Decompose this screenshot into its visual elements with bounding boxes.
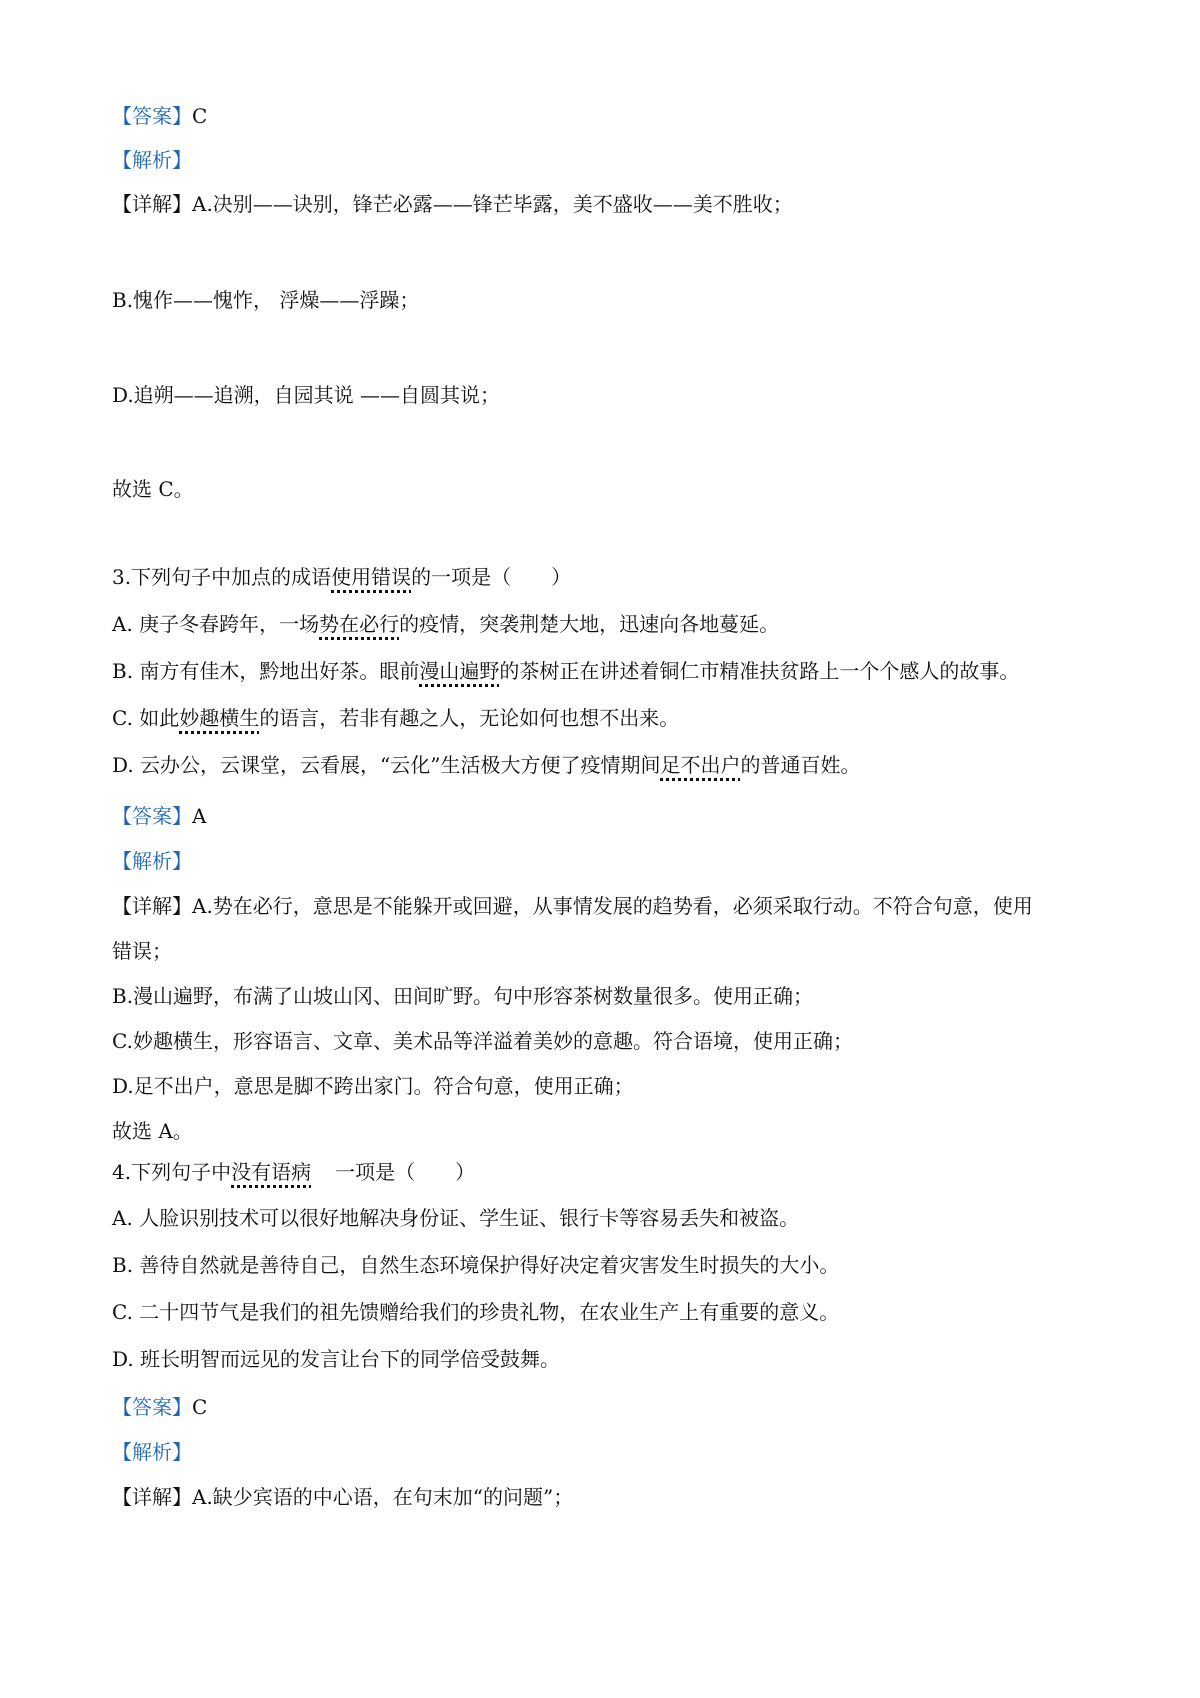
stem-text: 3.下列句子中加点的成语	[112, 565, 332, 589]
option-text: 的普通百姓。	[740, 753, 861, 777]
question-3-option-a	[112, 610, 779, 638]
answer-value: C	[192, 1395, 208, 1419]
detail-line-3a	[112, 892, 1033, 920]
stem-text: 一项是（ ）	[335, 1160, 476, 1184]
answer-line-1	[112, 102, 207, 130]
detail-line-1d: D.追朔——追溯，自园其说 ——自圆其说；	[112, 383, 501, 407]
idiom-dotted: 势在必行	[319, 612, 400, 636]
detail-line-3a-cont: 错误；	[112, 939, 172, 963]
detail-tag: 【详解】	[112, 1485, 192, 1509]
question-4-option-b: B. 善待自然就是善待自己，自然生态环境保护得好决定着灾害发生时损失的大小。	[112, 1253, 840, 1277]
option-text: A. 庚子冬春跨年，一场	[112, 612, 320, 636]
analysis-tag: 【解析】	[112, 1440, 192, 1464]
detail-tag: 【详解】	[112, 192, 192, 216]
detail-tag: 【详解】	[112, 894, 192, 918]
analysis-tag: 【解析】	[112, 849, 192, 873]
detail-line-1a	[112, 190, 793, 218]
question-4-option-d: D. 班长明智而远见的发言让台下的同学倍受鼓舞。	[112, 1347, 561, 1371]
stem-text: 的一项是（ ）	[411, 565, 572, 589]
option-text: C. 如此	[112, 706, 180, 730]
detail-line-3c: C.妙趣横生，形容语言、文章、美术品等洋溢着美妙的意趣。符合语境，使用正确；	[112, 1029, 853, 1053]
answer-line-4	[112, 1393, 207, 1421]
emphasized-phrase: 使用错误	[331, 565, 412, 589]
idiom-dotted: 足不出户	[660, 753, 741, 777]
option-text: 的茶树正在讲述着铜仁市精准扶贫路上一个个感人的故事。	[499, 659, 1020, 683]
analysis-line-3	[112, 847, 192, 875]
answer-line-3	[112, 802, 206, 830]
emphasized-phrase: 没有语病	[231, 1160, 312, 1184]
question-3-stem	[112, 563, 571, 591]
option-text: D. 云办公，云课堂，云看展，“云化”生活极大方便了疫情期间	[112, 753, 661, 777]
detail-line-3d: D.足不出户，意思是脚不跨出家门。符合句意，使用正确；	[112, 1074, 634, 1098]
idiom-dotted: 漫山遍野	[419, 659, 500, 683]
stem-text: 4.下列句子中	[112, 1160, 232, 1184]
answer-tag: 【答案】	[112, 1395, 192, 1419]
option-text: 的语言，若非有趣之人，无论如何也想不出来。	[259, 706, 680, 730]
analysis-line-1	[112, 146, 192, 174]
answer-tag: 【答案】	[112, 804, 192, 828]
question-3-option-b	[112, 657, 1019, 685]
option-text: B. 南方有佳木，黔地出好茶。眼前	[112, 659, 420, 683]
detail-text: A.缺少宾语的中心语，在句末加“的问题”；	[192, 1485, 574, 1509]
question-4-option-c: C. 二十四节气是我们的祖先馈赠给我们的珍贵礼物，在农业生产上有重要的意义。	[112, 1300, 840, 1324]
detail-line-1b: B.愧作——愧怍， 浮燥——浮躁；	[112, 288, 420, 312]
answer-tag: 【答案】	[112, 104, 192, 128]
question-4-stem	[112, 1158, 475, 1186]
question-4-option-a: A. 人脸识别技术可以很好地解决身份证、学生证、银行卡等容易丢失和被盗。	[112, 1206, 800, 1230]
conclusion-3: 故选 A。	[112, 1119, 193, 1143]
conclusion-1: 故选 C。	[112, 477, 194, 501]
detail-text: A.势在必行，意思是不能躲开或回避，从事情发展的趋势看，必须采取行动。不符合句意，使用	[192, 894, 1033, 918]
analysis-line-4	[112, 1438, 192, 1466]
idiom-dotted: 妙趣横生	[179, 706, 260, 730]
analysis-tag: 【解析】	[112, 148, 192, 172]
detail-text: A.决别——诀别，锋芒必露——锋芒毕露，美不盛收——美不胜收；	[192, 192, 793, 216]
answer-value: A	[192, 804, 207, 828]
detail-line-3b: B.漫山遍野，布满了山坡山冈、田间旷野。句中形容茶树数量很多。使用正确；	[112, 984, 814, 1008]
detail-line-4a	[112, 1483, 573, 1511]
question-3-option-d	[112, 751, 861, 779]
option-text: 的疫情，突袭荆楚大地，迅速向各地蔓延。	[399, 612, 780, 636]
answer-value: C	[192, 104, 208, 128]
question-3-option-c	[112, 704, 679, 732]
